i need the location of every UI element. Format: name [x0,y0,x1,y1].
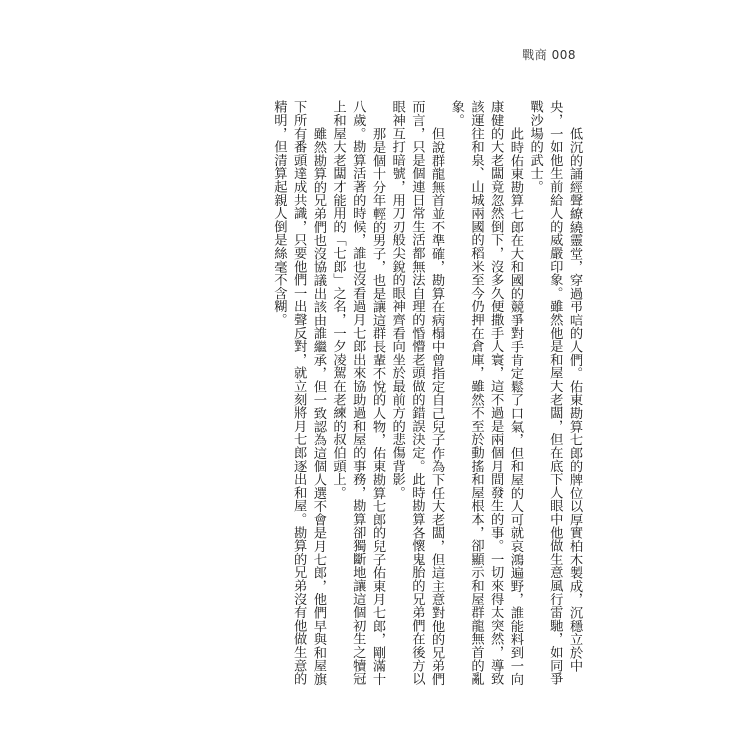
paragraph-5: 雖然勘算的兄弟們也沒協議出該由誰繼承，但一致認為這個人選不會是月七郎，他們早與和屋旗下所有番頭達成共識，只要他們一出聲反對，就立刻將月七郎逐出和屋。勘算的兄弟沒有他做生意的精明，但清算起親人倒是絲毫不含糊。 [271,100,326,686]
vertical-text-body [196,100,584,690]
paragraph-2: 此時佑東勘算七郎在大和國的競爭對手肯定鬆了口氣，但和屋的人可就哀鴻遍野，誰能料到一向康健的大老闆竟忽然倒下，沒多久便撒手人寰，這不過是兩個月間發生的事。一切來得太突然，導致該運往和泉、山城兩國的稻米至今仍押在倉庫，雖然不至於動搖和屋根本，卻顯示和屋群龍無首的亂象。 [448,100,523,686]
paragraph-4: 那是個十分年輕的男子，也是讓這群長輩不悅的人物，佑東勘算七郎的兒子佑東月七郎，剛滿十八歲。勘算活著的時候，誰也沒看過月七郎出來協助過和屋的事務，勘算卻獨斷地讓這個初生之犢冠上和屋大老闆才能用的「七郎」之名，一夕凌駕在老練的叔伯頭上。 [330,100,385,686]
paragraph-1: 低沉的誦經聲繚繞靈堂，穿過弔唁的人們。佑東勘算七郎的牌位以厚實柏木製成，沉穩立於中央，一如他生前給人的威嚴印象。雖然他是和屋大老闆，但在底下人眼中他做生意風行雷馳，如同爭戰沙場的武士。 [527,100,582,686]
running-header: 戰商 008 [522,48,576,62]
paragraph-3: 但說群龍無首並不準確，勘算在病榻中曾指定自己兒子作為下任大老闆，但這主意對他的兄弟們而言，只是個連日常生活都無法自理的惛懵老頭做的錯誤決定。此時勘算各懷鬼胎的兄弟們在後方以眼神互打暗號，用刀刃般尖銳的眼神齊看向坐於最前方的悲傷背影。 [389,100,445,686]
